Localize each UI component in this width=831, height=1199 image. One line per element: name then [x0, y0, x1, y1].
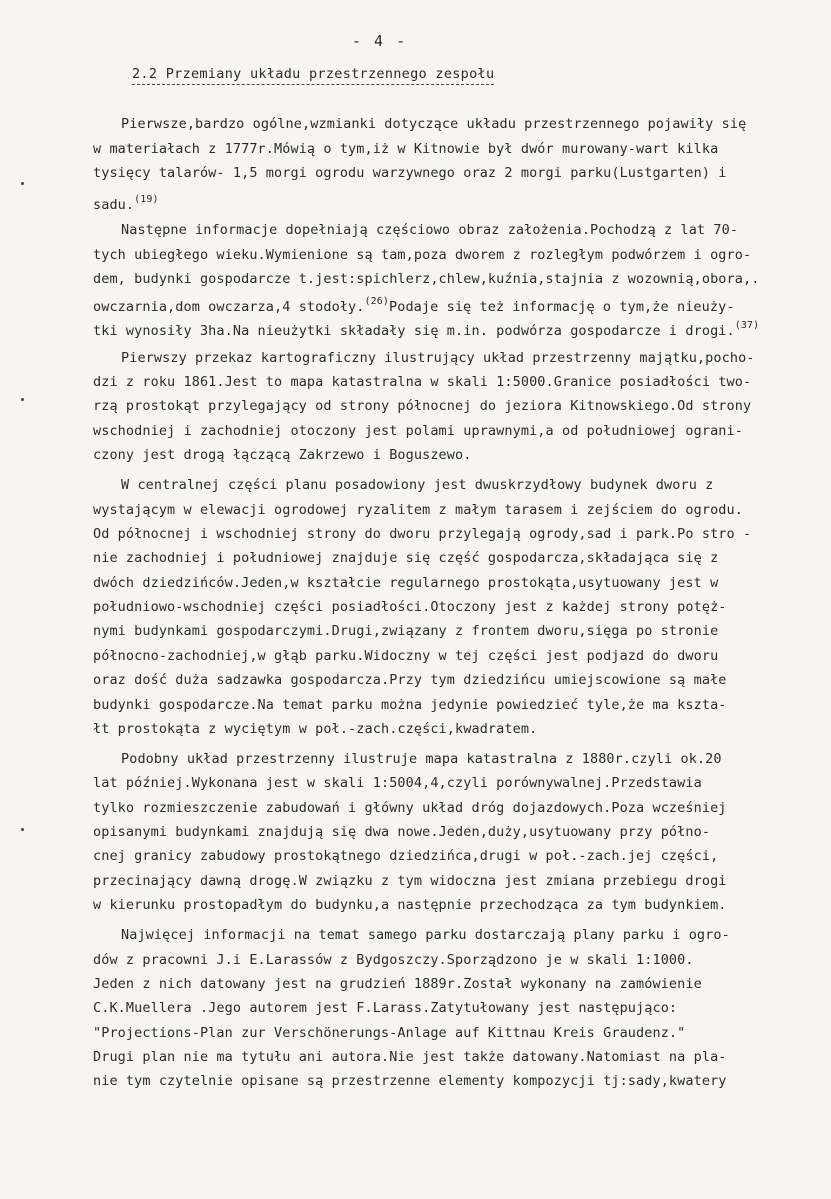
text-line	[93, 775, 702, 791]
text-line	[121, 350, 755, 366]
text-line	[93, 526, 751, 542]
line-text: Podobny układ przestrzenny ilustruje mapa katastralna z 1880r.czyli ok.20	[121, 751, 722, 767]
text-line	[93, 800, 727, 816]
text-line	[121, 116, 746, 132]
line-text: budynki gospodarcze.Na temat parku można jedynie powiedzieć tyle,że ma kszta-	[93, 697, 727, 713]
text-line	[93, 296, 735, 315]
footnote-ref: (26)	[364, 296, 389, 307]
text-line	[121, 927, 730, 943]
text-line	[93, 721, 537, 737]
footnote-ref: (37)	[734, 320, 760, 331]
text-line	[93, 141, 718, 157]
line-text: dwóch dziedzińców.Jeden,w kształcie regularnego prostokąta,usytuowany jest w	[93, 575, 719, 591]
text-line	[93, 976, 702, 992]
text-line	[121, 222, 738, 238]
margin-dot	[21, 182, 24, 185]
margin-dot	[21, 828, 24, 831]
text-line	[93, 550, 718, 566]
text-line	[93, 575, 718, 591]
line-text: owczarnia,dom owczarza,4 stodoły.	[93, 299, 365, 315]
line-text: wystającym w elewacji ogrodowej ryzalitem z małym tarasem i zejściem do ogrodu.	[93, 502, 743, 518]
line-text: nymi budynkami gospodarczymi.Drugi,związany z frontem dworu,sięga po stronie	[93, 623, 719, 639]
footnote-ref: (19)	[134, 194, 159, 205]
text-line	[93, 623, 718, 639]
line-text: Jeden z nich datowany jest na grudzień 1889r.Został wykonany na zamówienie	[93, 976, 702, 992]
line-text: tylko rozmieszczenie zabudowań i główny układ dróg dojazdowych.Poza wcześniej	[93, 800, 727, 816]
line-text: rzą prostokąt przylegający od strony północnej do jeziora Kitnowskiego.Od strony	[93, 398, 752, 414]
text-line	[93, 194, 159, 213]
text-line	[93, 952, 694, 968]
text-line	[93, 271, 759, 287]
text-line	[93, 447, 471, 463]
text-line	[93, 599, 727, 615]
text-line	[121, 477, 713, 493]
text-line	[93, 502, 743, 518]
text-line	[93, 1049, 727, 1065]
line-text: tych ubiegłego wieku.Wymienione są tam,poza dworem z rozległym podwórzem i ogro-	[93, 247, 752, 263]
text-line	[93, 648, 718, 664]
text-line	[93, 824, 710, 840]
text-line	[93, 873, 727, 889]
line-text: nie zachodniej i południowej znajduje się część gospodarcza,składająca się z	[93, 550, 719, 566]
line-text: Pierwsze,bardzo ogólne,wzmianki dotyczące układu przestrzennego pojawiły się	[121, 116, 747, 132]
text-line	[93, 247, 751, 263]
line-text: sadu.	[93, 197, 135, 213]
line-text: wschodniej i zachodniej otoczony jest polami uprawnymi,a od południowej ograni-	[93, 423, 743, 439]
line-text: czony jest drogą łączącą Zakrzewo i Boguszewo.	[93, 447, 472, 463]
line-text: oraz dość duża sadzawka gospodarcza.Przy tym dziedzińcu umiejscowione są małe	[93, 672, 727, 688]
text-line	[121, 751, 722, 767]
line-text: "Projections-Plan zur Verschönerungs-Anlage auf Kittnau Kreis Graudenz."	[93, 1025, 686, 1041]
section-heading: 2.2 Przemiany układu przestrzennego zespołu	[132, 66, 494, 85]
line-text: Drugi plan nie ma tytułu ani autora.Nie jest także datowany.Natomiast na pla-	[93, 1049, 727, 1065]
line-text: południowo-wschodniej części posiadłości.Otoczony jest z każdej strony potęż-	[93, 599, 727, 615]
line-text: łt prostokąta z wyciętym w poł.-zach.części,kwadratem.	[93, 721, 538, 737]
text-line	[93, 1025, 685, 1041]
line-text: opisanymi budynkami znajdują się dwa nowe.Jeden,duży,usytuowany przy półno-	[93, 824, 711, 840]
line-text: tysięcy talarów- 1,5 morgi ogrodu warzywnego oraz 2 morgi parku(Lustgarten) i	[93, 165, 727, 181]
line-text: w kierunku prostopadłym do budynku,a następnie przechodząca za tym budynkiem.	[93, 897, 727, 913]
page-number: - 4 -	[352, 32, 408, 50]
line-text: tki wynosiły 3ha.Na nieużytki składały się m.in. podwórza gospodarcze i drogi.	[93, 323, 735, 339]
line-text: nie tym czytelnie opisane są przestrzenne elementy kompozycji tj:sady,kwatery	[93, 1073, 727, 1089]
text-line	[93, 897, 727, 913]
text-line	[93, 848, 718, 864]
line-text: W centralnej części planu posadowiony jest dwuskrzydłowy budynek dworu z	[121, 477, 714, 493]
line-text: lat później.Wykonana jest w skali 1:5004,4,czyli porównywalnej.Przedstawia	[93, 775, 702, 791]
line-text: w materiałach z 1777r.Mówią o tym,iż w Kitnowie był dwór murowany-wart kilka	[93, 141, 719, 157]
line-text: dem, budynki gospodarcze t.jest:spichlerz,chlew,kuźnia,stajnia z wozownią,obora,.	[93, 271, 760, 287]
line-text: Pierwszy przekaz kartograficzny ilustrujący układ przestrzenny majątku,pocho-	[121, 350, 755, 366]
text-line	[93, 1073, 727, 1089]
text-line	[93, 423, 743, 439]
line-text: dzi z roku 1861.Jest to mapa katastralna w skali 1:5000.Granice posiadłości two-	[93, 374, 752, 390]
text-line	[93, 320, 759, 339]
line-text: Od północnej i wschodniej strony do dworu przylegają ogrody,sad i park.Po stro -	[93, 526, 752, 542]
text-line	[93, 1000, 677, 1016]
line-text: przecinający dawną drogę.W związku z tym widoczna jest zmiana przebiegu drogi	[93, 873, 727, 889]
line-text: C.K.Muellera .Jego autorem jest F.Larass.Zatytułowany jest następująco:	[93, 1000, 678, 1016]
line-text-continued: Podaje się też informację o tym,że nieuży-	[389, 299, 735, 315]
text-line	[93, 697, 727, 713]
line-text: północno-zachodniej,w głąb parku.Widoczny w tej części jest podjazd do dworu	[93, 648, 719, 664]
margin-dot	[21, 398, 24, 401]
line-text: dów z pracowni J.i E.Larassów z Bydgoszczy.Sporządzono je w skali 1:1000.	[93, 952, 694, 968]
line-text: cnej granicy zabudowy prostokątnego dziedzińca,drugi w poł.-zach.jej części,	[93, 848, 719, 864]
text-line	[93, 165, 727, 181]
text-line	[93, 672, 727, 688]
text-line	[93, 398, 751, 414]
line-text: Następne informacje dopełniają częściowo obraz założenia.Pochodzą z lat 70-	[121, 222, 739, 238]
line-text: Najwięcej informacji na temat samego parku dostarczają plany parku i ogro-	[121, 927, 730, 943]
text-line	[93, 374, 751, 390]
